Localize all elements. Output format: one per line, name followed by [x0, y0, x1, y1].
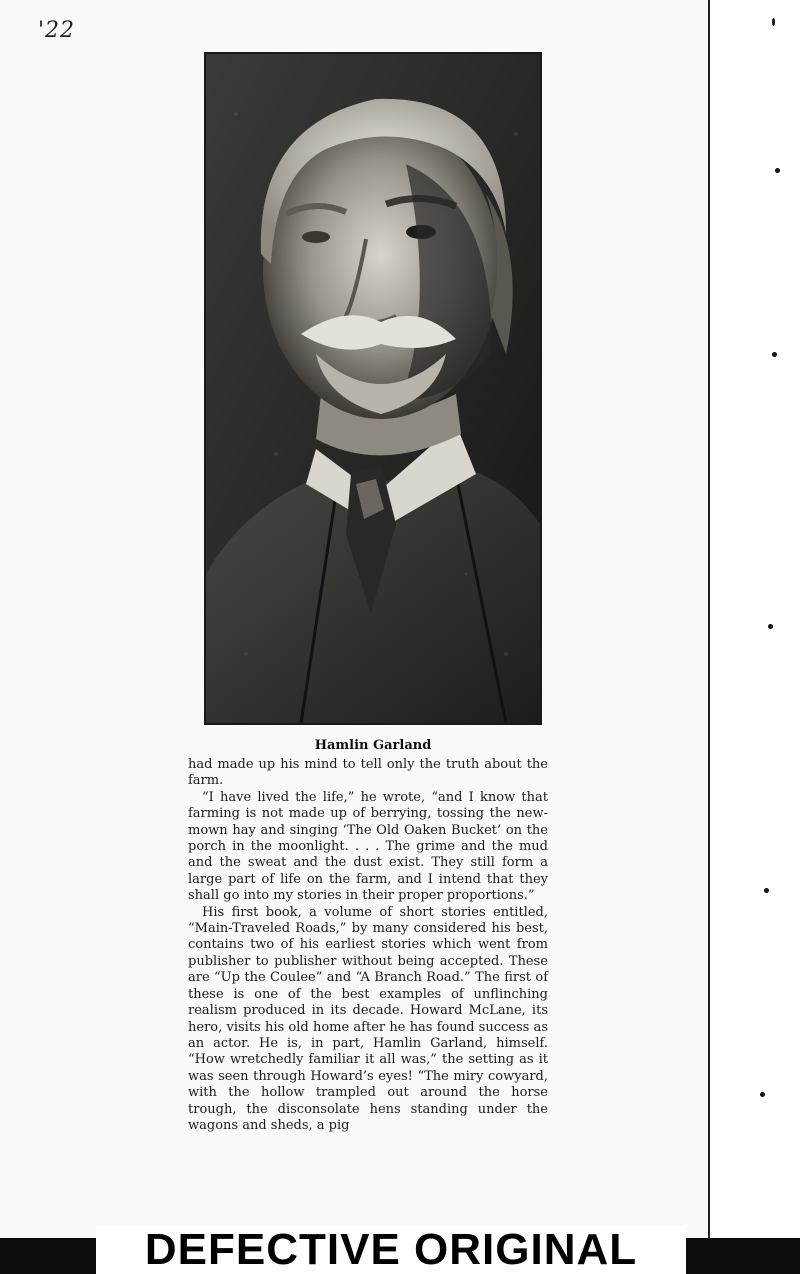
margin-mark — [760, 1092, 765, 1097]
margin-mark — [764, 888, 769, 893]
margin-mark — [772, 352, 777, 357]
portrait-photo — [204, 52, 542, 725]
portrait-image — [206, 54, 540, 723]
photo-caption: Hamlin Garland — [314, 738, 432, 753]
article-paragraph: His first book, a volume of short stories entitled, “Main-Traveled Roads,” by many considered his best, contains two of his earliest stories which went from publisher to publisher without being accepted. These are “Up the Coulee” and “A Branch Road.” The first of these is one of the best examples of unflinching realism produced in its decade. Howard McLane, its hero, visits his old home after he has found success as an actor. He is, in part, Hamlin Garland, himself. “How wretchedly familiar it all was,” the setting as it was seen through Howard’s eyes! “The miry cowyard, with the hollow trampled out around the horse trough, the disconsolate hens standing under the wagons and sheds, a pig — [188, 904, 548, 1133]
article-body — [188, 757, 548, 1134]
defective-original-stamp: DEFECTIVE ORIGINAL — [96, 1226, 686, 1274]
article-paragraph: had made up his mind to tell only the truth about the farm. — [188, 757, 548, 789]
right-margin-strip — [708, 0, 800, 1274]
article-paragraph: “I have lived the life,” he wrote, “and I know that farming is not made up of berrying, tossing the new-mown hay and singing ‘The Old Oaken Bucket’ on the porch in the moonlight. . . . The grime and the mud and the sweat and the dust exist. They still form a large part of life on the farm, and I intend that they shall go into my stories in their proper proportions.” — [188, 789, 548, 904]
margin-mark — [775, 168, 780, 173]
margin-mark — [768, 624, 773, 629]
page-number: '22 — [38, 18, 76, 43]
margin-mark — [772, 18, 775, 26]
